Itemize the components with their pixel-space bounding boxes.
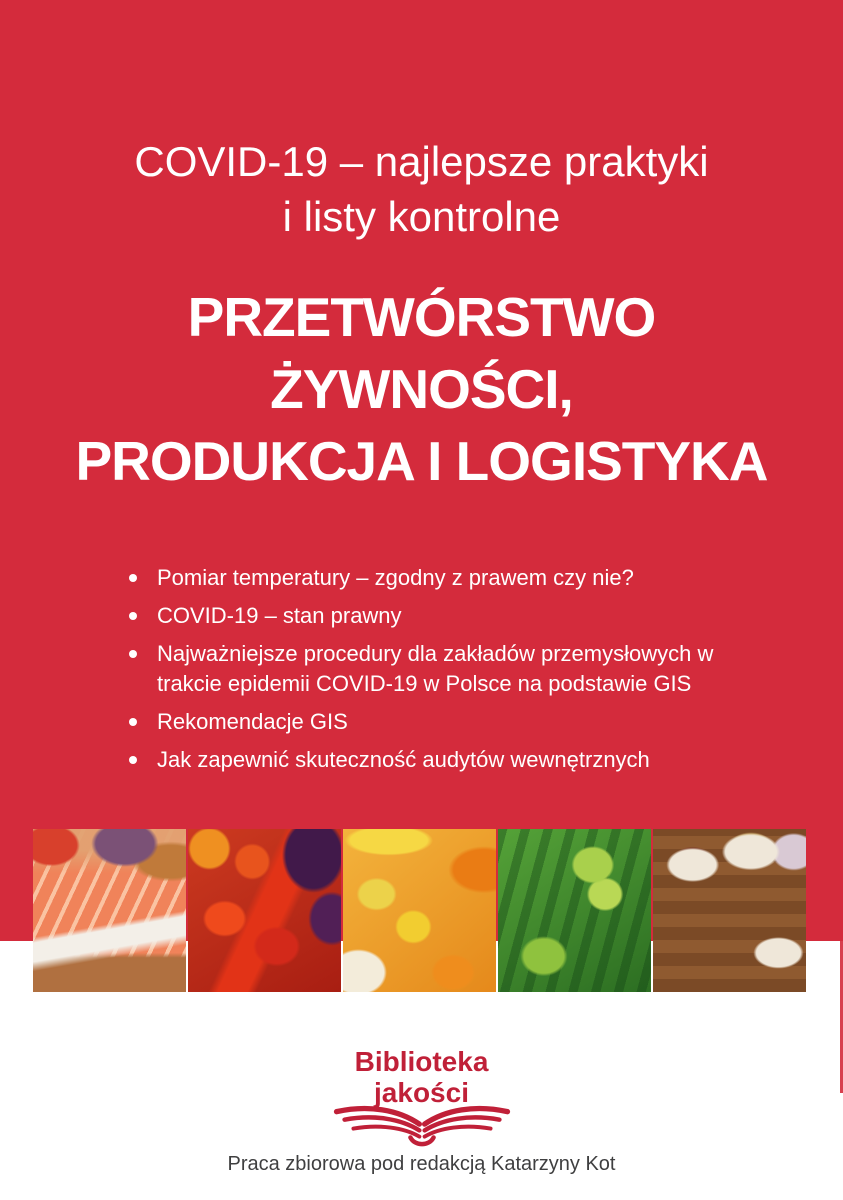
topic-item [157, 563, 745, 593]
topics-list [157, 563, 745, 783]
publisher-logo-text [0, 1046, 843, 1108]
title-line-3: PRODUKCJA I LOGISTYKA [75, 430, 768, 492]
photo-grains-and-legumes [653, 829, 806, 992]
publisher-logo-line-2: jakości [374, 1077, 469, 1108]
topic-text: Najważniejsze procedury dla zakładów przemysłowych w trakcie epidemii COVID-19 w Polsce na podstawie GIS [157, 641, 714, 696]
subtitle-line-1: COVID-19 – najlepsze praktyki [134, 138, 709, 185]
food-photo-strip [33, 829, 806, 992]
title-line-2: ŻYWNOŚCI, [270, 358, 573, 420]
topic-text: Pomiar temperatury – zgodny z prawem czy nie? [157, 565, 634, 590]
topic-item [157, 707, 745, 737]
topic-item [157, 745, 745, 775]
topic-text: Jak zapewnić skuteczność audytów wewnętrznych [157, 747, 650, 772]
book-title [0, 281, 843, 497]
open-book-icon [333, 1101, 511, 1149]
series-subtitle [0, 134, 843, 244]
subtitle-line-2: i listy kontrolne [282, 193, 561, 240]
topic-text: Rekomendacje GIS [157, 709, 348, 734]
topic-item [157, 601, 745, 631]
topic-item [157, 639, 745, 699]
photo-red-vegetables [188, 829, 341, 992]
title-line-1: PRZETWÓRSTWO [187, 286, 656, 348]
photo-salmon-and-meat [33, 829, 186, 992]
photo-yellow-fruits [343, 829, 496, 992]
topic-text: COVID-19 – stan prawny [157, 603, 402, 628]
photo-green-vegetables [498, 829, 651, 992]
editor-credit: Praca zbiorowa pod redakcją Katarzyny Kot [227, 1153, 616, 1175]
publisher-logo-line-1: Biblioteka [354, 1046, 489, 1077]
